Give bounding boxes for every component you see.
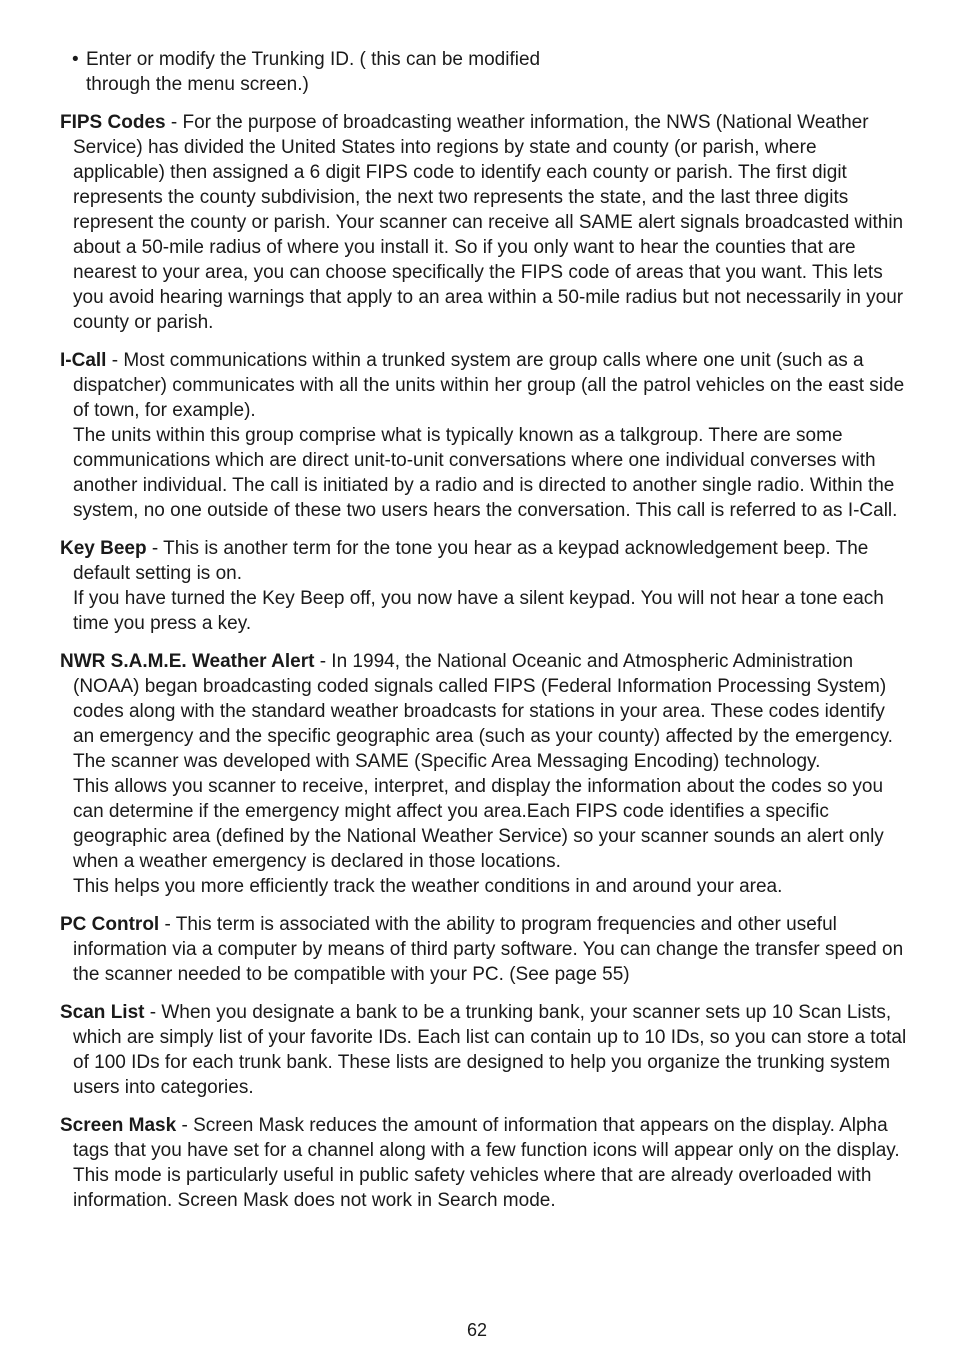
glossary-term: I-Call bbox=[60, 350, 107, 371]
glossary-entry-scan-list bbox=[60, 1000, 910, 1100]
glossary-term: Scan List bbox=[60, 1002, 145, 1023]
bullet-text-line2: through the menu screen.) bbox=[86, 74, 309, 95]
glossary-description: - Most communications within a trunked system are group calls where one unit (such as a dispatcher) communicates with all the units within her group (all the patrol vehicles on the east side of town, for example). bbox=[73, 350, 905, 421]
glossary-list bbox=[60, 110, 910, 1226]
glossary-entry-nwr-same-weather-alert bbox=[60, 649, 910, 899]
glossary-term: FIPS Codes bbox=[60, 112, 166, 133]
glossary-term: PC Control bbox=[60, 914, 160, 935]
bullet-item-trunking-id bbox=[72, 47, 686, 97]
bullet-dot: • bbox=[72, 49, 79, 70]
glossary-entry-i-call bbox=[60, 348, 910, 523]
glossary-continuation: This helps you more efficiently track the weather conditions in and around your area. bbox=[73, 876, 783, 897]
glossary-description: - When you designate a bank to be a trunking bank, your scanner sets up 10 Scan Lists, which are simply list of your favorite IDs. Each list can contain up to 10 IDs, so you can store a total of 100 IDs for each trunk bank. These lists are designed to help you organize the trunking system users into categories. bbox=[73, 1002, 907, 1098]
glossary-description: - For the purpose of broadcasting weather information, the NWS (National Weather Service) has divided the United States into regions by state and county (or parish, where applicable) then assigned a 6 digit FIPS code to identify each county or parish. The first digit represents the county subdivision, the next two represents the state, and the last three digits represent the county or parish. Your scanner can receive all SAME alert signals broadcasted within about a 50-mile radius of where you install it. So if you only want to hear the counties that are nearest to your area, you can choose specifically the FIPS code of areas that you want. This lets you avoid hearing warnings that apply to an area within a 50-mile radius but not necessarily in your county or parish. bbox=[73, 112, 904, 333]
glossary-description: - This term is associated with the ability to program frequencies and other useful information via a computer by means of third party software. You can change the transfer speed on the scanner needed to be compatible with your PC. (See page 55) bbox=[73, 914, 904, 985]
glossary-description: - This is another term for the tone you hear as a keypad acknowledgement beep. The default setting is on. bbox=[73, 538, 869, 584]
glossary-description: - In 1994, the National Oceanic and Atmospheric Administration (NOAA) began broadcasting coded signals called FIPS (Federal Information Processing System) codes along with the standard weather broadcasts for stations in your area. These codes identify an emergency and the specific geographic area (such as your county) affected by the emergency. The scanner was developed with SAME (Specific Area Messaging Encoding) technology. bbox=[73, 651, 893, 772]
glossary-entry-pc-control bbox=[60, 912, 910, 987]
glossary-entry-fips-codes bbox=[60, 110, 910, 335]
bullet-text-line1: Enter or modify the Trunking ID. ( this can be modified bbox=[86, 49, 541, 70]
glossary-description: - Screen Mask reduces the amount of information that appears on the display. Alpha tags that you have set for a channel along with a few function icons will appear only on the display. This mode is particularly useful in public safety vehicles where that are already overloaded with information. Screen Mask does not work in Search mode. bbox=[73, 1115, 900, 1211]
glossary-continuation: The units within this group comprise what is typically known as a talkgroup. There are some communications which are direct unit-to-unit conversations where one individual converses with another individual. The call is initiated by a radio and is directed to another single radio. Within the system, no one outside of these two users hears the conversation. This call is referred to as I-Call. bbox=[73, 425, 898, 521]
page-number: 62 bbox=[466, 1320, 488, 1340]
glossary-entry-screen-mask bbox=[60, 1113, 910, 1213]
glossary-term: NWR S.A.M.E. Weather Alert bbox=[60, 651, 315, 672]
glossary-continuation: If you have turned the Key Beep off, you now have a silent keypad. You will not hear a tone each time you press a key. bbox=[73, 588, 884, 634]
glossary-term: Screen Mask bbox=[60, 1115, 177, 1136]
glossary-term: Key Beep bbox=[60, 538, 147, 559]
glossary-entry-key-beep bbox=[60, 536, 910, 636]
glossary-continuation: This allows you scanner to receive, interpret, and display the information about the codes so you can determine if the emergency might affect you area.Each FIPS code identifies a specific geographic area (defined by the National Weather Service) so your scanner sounds an alert only when a weather emergency is declared in those locations. bbox=[73, 776, 884, 872]
